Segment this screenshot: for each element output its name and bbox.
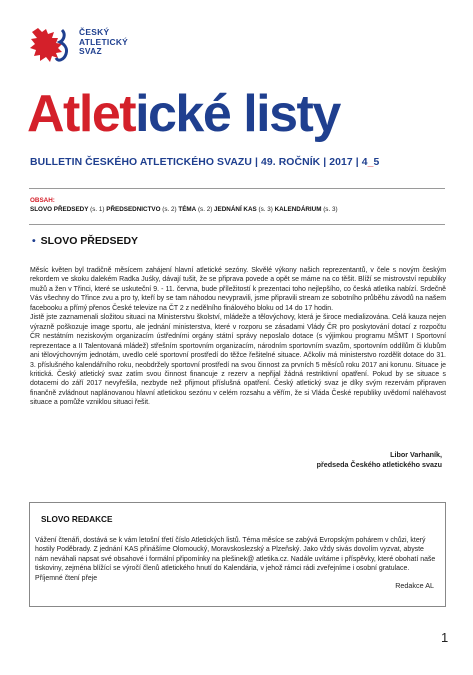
toc-item-page: (s. 3) bbox=[256, 206, 275, 213]
signature-name: Libor Varhaník, bbox=[390, 450, 442, 459]
editorial-box bbox=[29, 502, 446, 607]
editorial-paragraph: Vážení čtenáři, dostává se k vám letošní třetí číslo Atletických listů. Téma měsíce se zabývá Evropským pohárem v chůzi, který hostily Poděbrady. Z jednání KAS přinášíme Olomoucký, Moravskoslezský a Plzeňský. Jako vždy sivás dovolím vyzvat, abyste nám neváhali napsat své obsahové i formální připomínky na plešinek@ atletika.cz. Nadále uvítáme i příspěvky, které obohatí naše tiskoviny, zejména blížící se výročí členů atletického hnutí do Kalendária, v jehož rámci rádi zveřejníme i osobní gratulace. Příjemné čtení přeje bbox=[35, 537, 436, 582]
toc-list bbox=[30, 206, 338, 213]
toc-heading: OBSAH: bbox=[30, 197, 55, 204]
toc-item-page: (s. 2) bbox=[160, 206, 179, 213]
signature-role: předseda Českého atletického svazu bbox=[316, 460, 442, 469]
logo-line-2: ATLETICKÝ bbox=[79, 36, 129, 47]
logo-line-3: SVAZ bbox=[79, 46, 102, 56]
toc-item-page: (s. 1) bbox=[88, 206, 107, 213]
chairman-article bbox=[30, 266, 446, 408]
bullet-icon: • bbox=[32, 235, 36, 247]
section-title bbox=[32, 235, 138, 247]
toc-item-page: (s. 2) bbox=[196, 206, 215, 213]
subtitle-separator: _ bbox=[367, 157, 374, 168]
logo-wordmark bbox=[79, 28, 128, 57]
toc-item-label[interactable]: PŘEDSEDNICTVO bbox=[106, 206, 161, 213]
toc-item-page: (s. 3) bbox=[321, 206, 338, 213]
divider bbox=[29, 188, 445, 189]
subtitle-main: BULLETIN ČESKÉHO ATLETICKÉHO SVAZU | 49. ROČNÍK | 2017 | 4 bbox=[30, 157, 368, 168]
bulletin-subtitle bbox=[30, 157, 379, 168]
signature bbox=[317, 450, 442, 470]
subtitle-issue: 5 bbox=[373, 157, 380, 168]
editorial-signature: Redakce AL bbox=[395, 581, 434, 590]
logo-line-1: ČESKÝ bbox=[79, 27, 110, 37]
article-paragraph: Měsíc květen byl tradičně měsícem zahájení hlavní atletické sezóny. Skvělé výkony našich reprezentantů, v čele s novým českým rekordem ve skoku dalekém Radka Juśky, dávají tušit, že se připrava povede a opět se máme na co těšit. Blíží se mistrovství republiky mužů a žen v Třinci, které se uskuteční 9. - 11. června, bude příležitostí k prezentaci toho nejlepšího, co česká atletika nabízí. Srdečně Vás všechny do Třince zvu a pro ty, kteří by se tam náhodou nevypravili, jsme připravili stream ze sobotního průběhu závodů na našem facebooku a přímý přenos České televize na ČT 2 z nedělního finálového bloku od 14 do 17 hodin. bbox=[30, 267, 446, 312]
lion-emblem-icon bbox=[28, 26, 76, 66]
toc-item-label[interactable]: TÉMA bbox=[178, 206, 197, 213]
editorial-text bbox=[35, 536, 437, 583]
section-title-text: SLOVO PŘEDSEDY bbox=[40, 235, 139, 247]
editorial-title: SLOVO REDAKCE bbox=[41, 515, 113, 524]
divider bbox=[29, 224, 445, 225]
masthead-red: Atlet bbox=[27, 85, 136, 143]
article-paragraph: Jistě jste zaznamenali složitou situaci na Ministerstvu školství, mládeže a tělovýchovy, která je široce medializována. Celá kauza nejen výrazně poškozuje image sportu, ale jednání ministerstva, které v rozporu se zásadami Vlády ČR pro poskytování dotací z rozpočtu ČR nestátním neziskovým organizacím ústředními orgány státní správy neposlalo dotace (s výjimkou programu MŠMT I Sportovní reprezentace a II Talentovaná mládež) střešním sportovním organizacím, národním sportovním svazům, sportovním oddílům či klubům ani tělovýchovným jednotám, uvedlo celé sportovní prostředí do těžce řešitelné situace. Ačkoliv má ministerstvo rozdělit dotace do 31. 3. příslušného kalendářního roku, neobdržely sportovní prostředí na svou činnost za prvních 5 měsíců roku 2017 ani korunu. Situace je kritická. Český atletický svaz zatím svou činnost financuje z rezerv a nepřijal žádná restriktivní opatření. Pokud by se situace s dotacemi do září 2017 nevyřešila, nezbyde než přijmout příslušná opatření. Český atletický svaz je díky svým rezervám připraven finančně zvládnout naplánovanou hlavní atletickou sezónu v celém rozsahu a věřím, že si Vláda České republiky uvědomí naléhavost situace a pomůže vzniklou situaci řešit. bbox=[30, 314, 446, 407]
toc-item-label[interactable]: KALENDÁRIUM bbox=[274, 206, 322, 213]
page-number: 1 bbox=[441, 630, 449, 645]
masthead-blue: ické listy bbox=[135, 85, 340, 143]
masthead-title bbox=[27, 84, 340, 144]
toc-item-label[interactable]: JEDNÁNÍ KAS bbox=[214, 206, 257, 213]
toc-item-label[interactable]: SLOVO PŘEDSEDY bbox=[30, 206, 89, 213]
csas-logo bbox=[28, 26, 138, 66]
